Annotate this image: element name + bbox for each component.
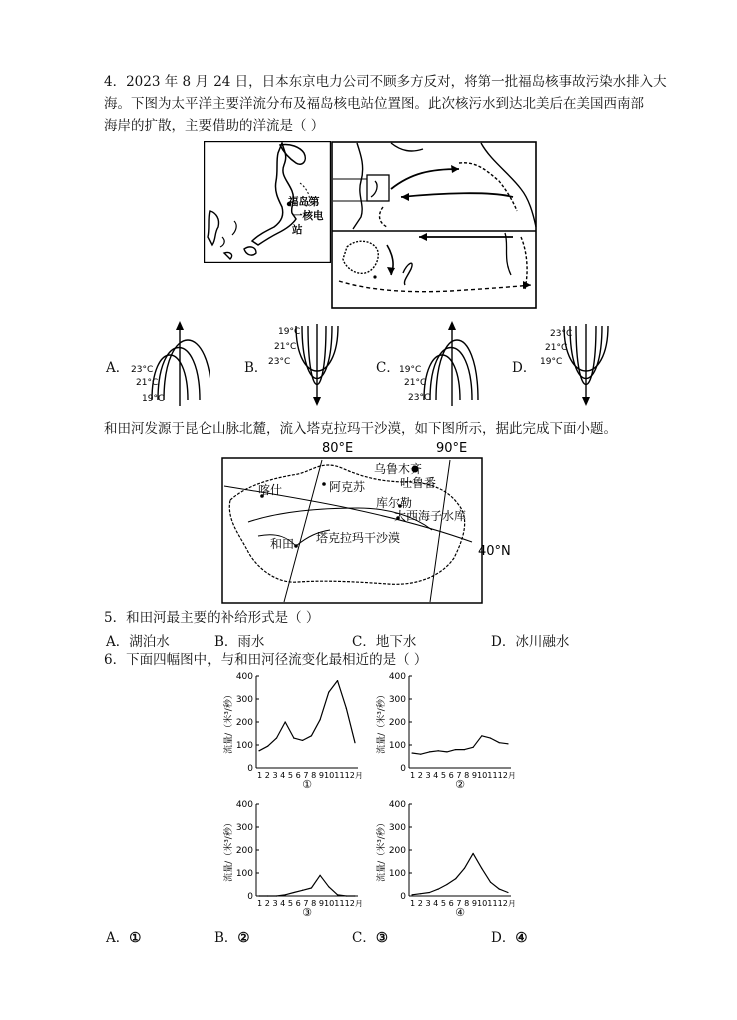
lon-80e-label: 80°E <box>322 441 354 456</box>
y-tick-label: 200 <box>388 718 406 728</box>
q4-option-b-letter[interactable]: B． <box>244 360 268 376</box>
y-axis-label: 流量/（米³/秒） <box>224 818 234 882</box>
runoff-point <box>258 895 259 896</box>
runoff-chart-1 <box>218 668 368 790</box>
q6-option-d[interactable] <box>491 926 527 946</box>
q6-option-a-mark: ① <box>129 930 142 946</box>
runoff-point <box>499 889 500 890</box>
runoff-series-line <box>259 875 355 896</box>
runoff-point <box>293 738 294 739</box>
chart-label: ② <box>455 778 465 790</box>
runoff-point <box>319 875 320 876</box>
runoff-point <box>346 708 347 709</box>
q4-line-3: 海岸的扩散，主要借助的洋流是（ ） <box>104 118 325 134</box>
x-tick-labels: 1 2 3 4 5 6 7 8 9101112月 <box>410 771 516 780</box>
q6-option-d-letter: D． <box>491 930 516 946</box>
runoff-point <box>438 889 439 890</box>
q4-b-temp-2: 21°C <box>274 342 297 352</box>
runoff-point <box>490 738 491 739</box>
x-tick-labels: 1 2 3 4 5 6 7 8 9101112月 <box>257 899 363 908</box>
runoff-point <box>464 749 465 750</box>
q4-option-c-diagram <box>398 320 480 408</box>
y-axis-label: 流量/（米³/秒） <box>377 818 387 882</box>
q4-option-d-letter[interactable]: D． <box>512 360 537 376</box>
runoff-point <box>507 892 508 893</box>
runoff-point <box>346 895 347 896</box>
runoff-point <box>354 742 355 743</box>
runoff-point <box>446 751 447 752</box>
y-tick-label: 400 <box>235 672 253 682</box>
y-tick-label: 400 <box>388 672 406 682</box>
runoff-series-line <box>412 853 508 894</box>
q4-a-temp-3: 19°C <box>142 394 165 404</box>
runoff-point <box>411 752 412 753</box>
runoff-point <box>267 895 268 896</box>
place-taklamakan-desert: 塔克拉玛干沙漠 <box>316 531 401 545</box>
q4-d-temp-2: 21°C <box>545 343 568 353</box>
q4-c-temp-3: 23°C <box>408 393 431 403</box>
place-korla: 库尔勒 <box>376 496 413 510</box>
q4-option-a-diagram <box>128 320 210 408</box>
q6-option-b-mark: ② <box>237 930 250 946</box>
q4-a-temp-1: 23°C <box>131 365 154 375</box>
runoff-point <box>438 750 439 751</box>
runoff-chart-3 <box>218 796 368 918</box>
q5-option-c[interactable]: C．地下水 <box>352 634 417 650</box>
intro-text: 和田河发源于昆仑山脉北麓，流入塔克拉玛干沙漠，如下图所示，据此完成下面小题。 <box>104 421 617 437</box>
q6-option-c-mark: ③ <box>375 930 388 946</box>
runoff-point <box>276 738 277 739</box>
q6-option-d-mark: ④ <box>515 930 528 946</box>
y-axis-label: 流量/（米³/秒） <box>377 690 387 754</box>
runoff-point <box>258 750 259 751</box>
place-turpan: 吐鲁番 <box>400 476 437 490</box>
q4-d-temp-3: 19°C <box>540 357 563 367</box>
y-tick-label: 100 <box>388 869 406 879</box>
y-tick-label: 300 <box>235 823 253 833</box>
question-5-stem: 5．和田河最主要的补给形式是（ ） <box>104 610 320 626</box>
runoff-point <box>490 882 491 883</box>
y-tick-label: 200 <box>235 718 253 728</box>
y-tick-label: 300 <box>388 695 406 705</box>
runoff-point <box>455 749 456 750</box>
y-tick-label: 0 <box>247 764 253 774</box>
y-tick-label: 0 <box>400 892 406 902</box>
runoff-point <box>311 887 312 888</box>
q6-option-a[interactable] <box>106 926 141 946</box>
runoff-point <box>464 868 465 869</box>
runoff-point <box>337 680 338 681</box>
chart-label: ④ <box>455 906 465 918</box>
y-tick-label: 200 <box>235 846 253 856</box>
runoff-point <box>328 886 329 887</box>
y-tick-label: 400 <box>388 800 406 810</box>
runoff-point <box>285 721 286 722</box>
runoff-point <box>446 884 447 885</box>
chart-label: ① <box>302 778 312 790</box>
x-tick-labels: 1 2 3 4 5 6 7 8 9101112月 <box>257 771 363 780</box>
runoff-point <box>302 890 303 891</box>
y-tick-label: 400 <box>235 800 253 810</box>
place-aksu: 阿克苏 <box>329 480 366 494</box>
runoff-point <box>276 895 277 896</box>
place-kashgar: 喀什 <box>258 483 283 497</box>
runoff-point <box>311 735 312 736</box>
runoff-point <box>337 894 338 895</box>
place-hotan: 和田 <box>270 537 295 551</box>
runoff-point <box>420 754 421 755</box>
runoff-series-line <box>412 736 508 754</box>
runoff-series-line <box>259 681 355 751</box>
x-tick-labels: 1 2 3 4 5 6 7 8 9101112月 <box>410 899 516 908</box>
q4-option-c-letter[interactable]: C． <box>376 360 400 376</box>
y-tick-label: 0 <box>400 764 406 774</box>
fukushima-label-1: 福岛第 <box>288 196 320 208</box>
chart-label: ③ <box>302 906 312 918</box>
y-axis-label: 流量/（米³/秒） <box>224 690 234 754</box>
runoff-point <box>285 894 286 895</box>
q4-d-temp-1: 23°C <box>550 329 573 339</box>
q4-c-temp-2: 21°C <box>404 378 427 388</box>
runoff-point <box>411 894 412 895</box>
runoff-point <box>481 868 482 869</box>
place-urumqi: 乌鲁木齐 <box>374 462 423 476</box>
q4-line-2: 海。下图为太平洋主要洋流分布及福岛核电站位置图。此次核污水到达北美后在美国西南部 <box>104 96 644 112</box>
q4-line-1: 4．2023 年 8 月 24 日，日本东京电力公司不顾多方反对，将第一批福岛核事故污染水排入大 <box>104 74 667 90</box>
lon-90e-label: 90°E <box>436 441 468 456</box>
q6-option-b-letter: B． <box>214 930 238 946</box>
japan-inset-map <box>204 141 331 263</box>
y-tick-label: 200 <box>388 846 406 856</box>
q4-b-temp-3: 23°C <box>268 357 291 367</box>
runoff-point <box>328 692 329 693</box>
fukushima-label-3: 站 <box>292 224 303 236</box>
q5-option-a[interactable]: A．湖泊水 <box>106 634 170 650</box>
runoff-point <box>293 892 294 893</box>
y-tick-label: 0 <box>247 892 253 902</box>
q4-c-temp-1: 19°C <box>399 365 422 375</box>
pacific-currents-map <box>331 141 537 309</box>
runoff-point <box>354 895 355 896</box>
q5-option-d[interactable]: D．冰川融水 <box>491 634 570 650</box>
y-tick-label: 300 <box>235 695 253 705</box>
fukushima-label-2: 一核电 <box>292 210 324 222</box>
q6-option-a-letter: A． <box>106 930 130 946</box>
runoff-point <box>420 893 421 894</box>
q4-option-a-letter[interactable]: A． <box>106 360 130 376</box>
q6-option-b[interactable] <box>214 926 250 946</box>
tarim-basin-map <box>218 438 518 606</box>
place-daxihaizi-reservoir: 大西海子水库 <box>394 509 467 523</box>
q4-b-temp-1: 19°C <box>278 327 301 337</box>
runoff-point <box>499 742 500 743</box>
runoff-point <box>472 747 473 748</box>
runoff-point <box>429 892 430 893</box>
runoff-point <box>429 751 430 752</box>
q5-option-b[interactable]: B．雨水 <box>214 634 265 650</box>
lat-40n-label: 40°N <box>478 544 511 559</box>
runoff-point <box>507 743 508 744</box>
q4-option-d-diagram <box>534 320 620 408</box>
runoff-point <box>319 719 320 720</box>
y-tick-label: 100 <box>388 741 406 751</box>
q6-option-c-letter: C． <box>352 930 376 946</box>
q4-option-b-diagram <box>266 320 352 408</box>
runoff-chart-2 <box>371 668 521 790</box>
y-tick-label: 100 <box>235 741 253 751</box>
q6-option-c[interactable] <box>352 926 388 946</box>
runoff-point <box>481 735 482 736</box>
runoff-point <box>302 740 303 741</box>
runoff-point <box>472 853 473 854</box>
runoff-point <box>267 746 268 747</box>
question-6-stem: 6．下面四幅图中，与和田河径流变化最相近的是（ ） <box>104 652 428 668</box>
runoff-point <box>455 878 456 879</box>
runoff-chart-4 <box>371 796 521 918</box>
y-tick-label: 100 <box>235 869 253 879</box>
q4-a-temp-2: 21°C <box>136 378 159 388</box>
y-tick-label: 300 <box>388 823 406 833</box>
question-4-stem <box>104 71 667 137</box>
